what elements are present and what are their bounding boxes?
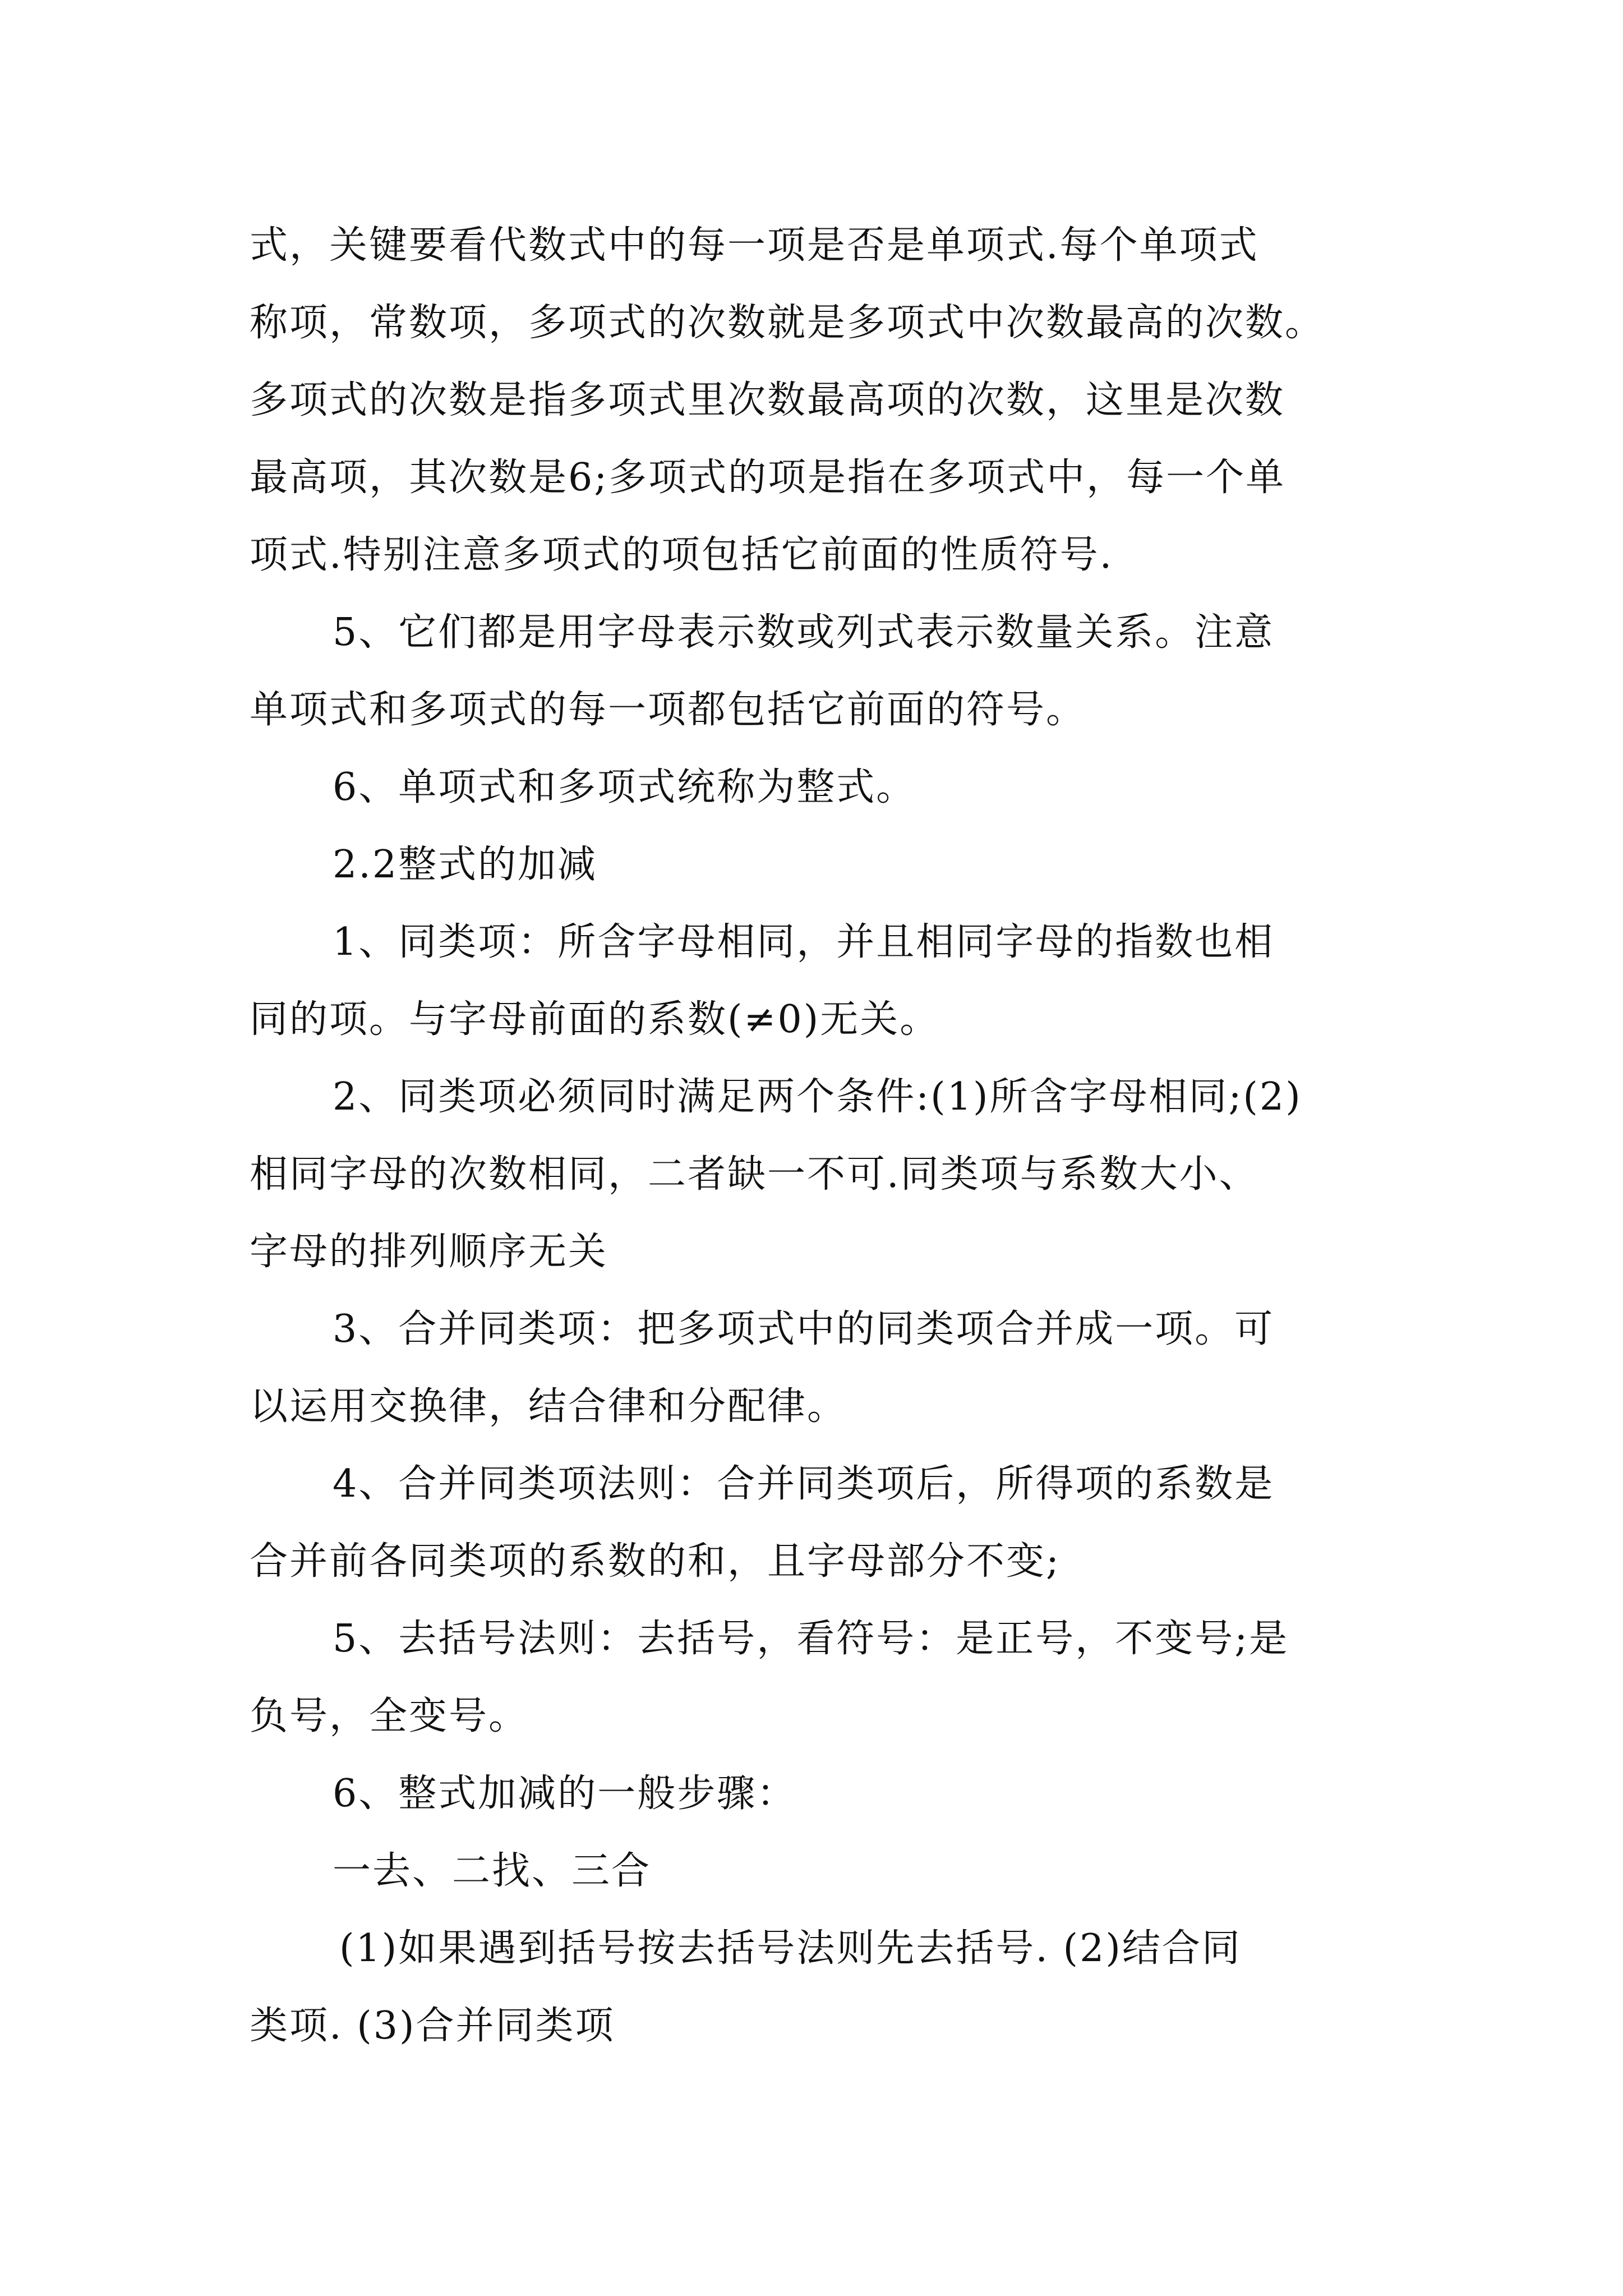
text-line-6: 5、它们都是用字母表示数或列式表示数量关系。注意 bbox=[333, 610, 1275, 655]
text-line-24: 类项. (3)合并同类项 bbox=[250, 2004, 615, 2048]
section-heading: 2.2整式的加减 bbox=[333, 843, 598, 887]
text-line-15: 3、合并同类项：把多项式中的同类项合并成一项。可 bbox=[333, 1307, 1275, 1351]
text-line-18: 合并前各同类项的系数的和，且字母部分不变; bbox=[250, 1539, 1061, 1584]
text-line-2: 称项，常数项，多项式的次数就是多项式中次数最高的次数。 bbox=[250, 301, 1325, 345]
text-line-16: 以运用交换律，结合律和分配律。 bbox=[250, 1384, 847, 1429]
text-line-13: 相同字母的次数相同，二者缺一不可.同类项与系数大小、 bbox=[250, 1152, 1259, 1197]
text-line-20: 负号，全变号。 bbox=[250, 1694, 529, 1738]
text-line-5: 项式.特别注意多项式的项包括它前面的性质符号. bbox=[250, 533, 1114, 577]
text-line-14: 字母的排列顺序无关 bbox=[250, 1230, 608, 1274]
text-line-8: 6、单项式和多项式统称为整式。 bbox=[333, 765, 916, 809]
text-line-7: 单项式和多项式的每一项都包括它前面的符号。 bbox=[250, 688, 1086, 732]
text-line-4: 最高项，其次数是6;多项式的项是指在多项式中，每一个单 bbox=[250, 455, 1286, 500]
text-line-22: 一去、二找、三合 bbox=[333, 1849, 652, 1893]
text-line-17: 4、合并同类项法则：合并同类项后，所得项的系数是 bbox=[333, 1462, 1275, 1506]
text-line-21: 6、整式加减的一般步骤： bbox=[333, 1772, 797, 1816]
text-line-12: 2、同类项必须同时满足两个条件:(1)所含字母相同;(2) bbox=[333, 1075, 1302, 1119]
text-line-23: (1)如果遇到括号按去括号法则先去括号. (2)结合同 bbox=[339, 1926, 1242, 1971]
text-line-19: 5、去括号法则：去括号，看符号：是正号，不变号;是 bbox=[333, 1617, 1289, 1661]
text-line-1: 式，关键要看代数式中的每一项是否是单项式.每个单项式 bbox=[250, 223, 1259, 268]
text-line-10: 1、同类项：所含字母相同，并且相同字母的指数也相 bbox=[333, 920, 1275, 964]
document-body bbox=[250, 218, 1377, 2076]
text-line-3: 多项式的次数是指多项式里次数最高项的次数，这里是次数 bbox=[250, 378, 1285, 422]
text-line-11: 同的项。与字母前面的系数(≠0)无关。 bbox=[250, 997, 940, 1042]
